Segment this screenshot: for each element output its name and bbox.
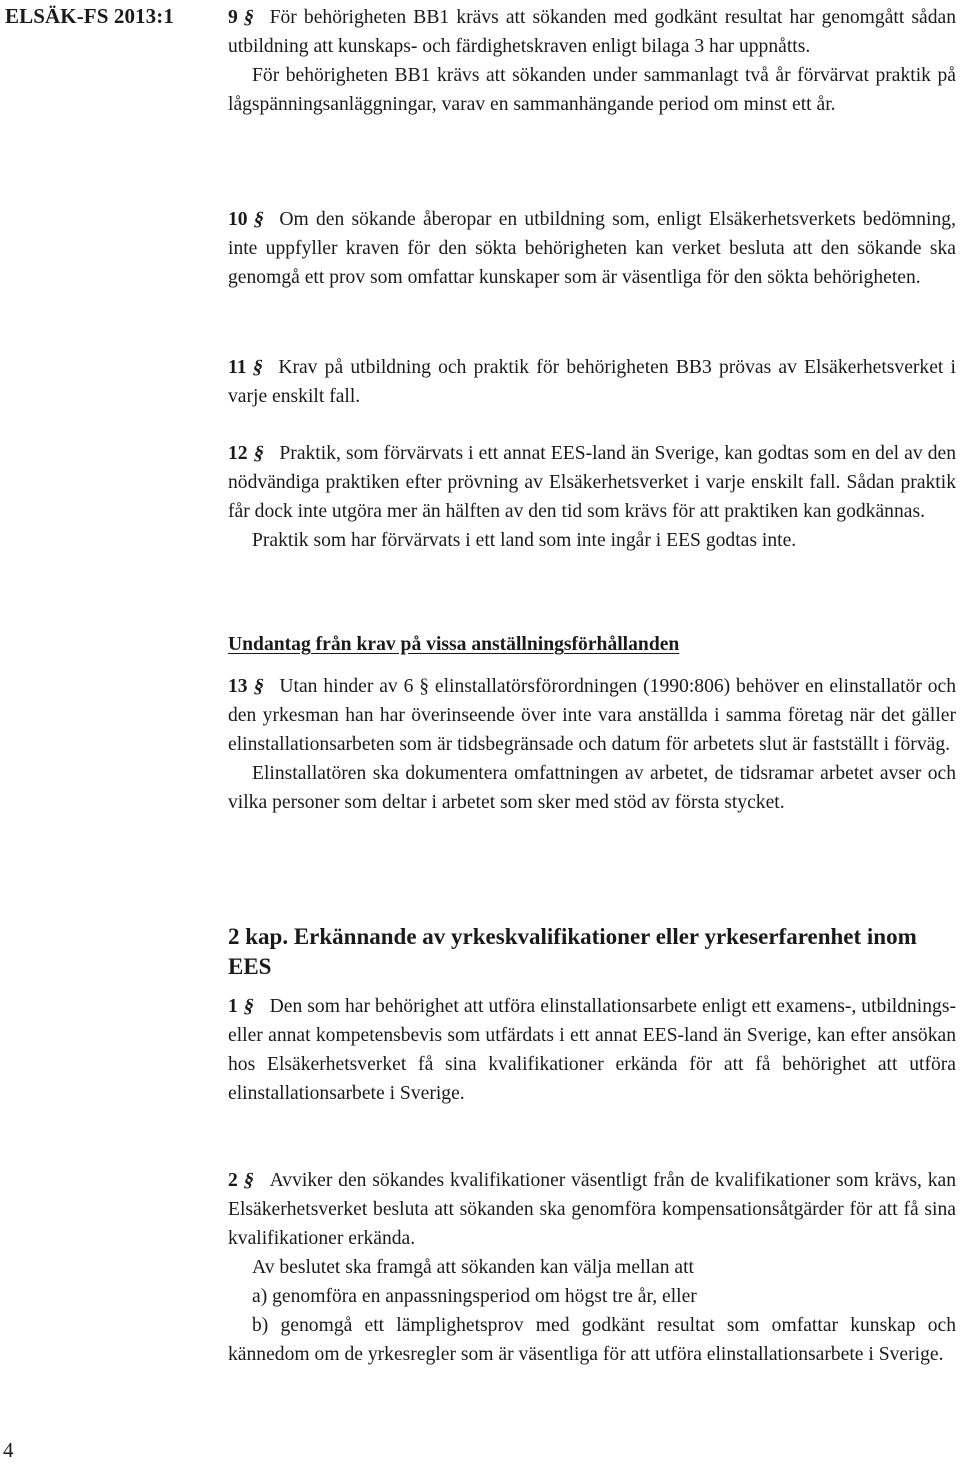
section-symbol: § [251, 209, 266, 230]
paragraph-text: Utan hinder av 6 § elinstallatörsförordningen (1990:806) behöver en elinstallatör och den yrkesman han har överinseende över inte vara anställda i samma företag när det gäller elinstallationsarbeten som är tidsbegränsade och datum för arbetets slut är fastställt i förväg. [228, 676, 956, 755]
section-symbol: § [241, 7, 256, 28]
section-9 [228, 3, 956, 119]
page-number: 4 [3, 1438, 14, 1462]
section-number: 10 [228, 209, 248, 230]
section-13-paragraph-1 [228, 672, 956, 759]
section-symbol: § [251, 443, 266, 464]
section-10-paragraph-1 [228, 205, 956, 292]
section-13 [228, 672, 956, 817]
list-item-a: a) genomföra en anpassningsperiod om högst tre år, eller [252, 1286, 697, 1307]
paragraph-text: Om den sökande åberopar en utbildning som, enligt Elsäkerhetsverkets bedömning, inte uppfyller kraven för den sökta behörigheten kan verket besluta att den sökande ska genomgå ett prov som omfattar kunskaper som är väsentliga för den sökta behörigheten. [228, 209, 956, 288]
chapter-heading [228, 922, 956, 982]
section-12-paragraph-2: Praktik som har förvärvats i ett land som inte ingår i EES godtas inte. [252, 530, 797, 551]
paragraph-text: Praktik, som förvärvats i ett annat EES-land än Sverige, kan godtas som en del av den nödvändiga praktiken efter prövning av Elsäkerhetsverket i varje enskilt fall. Sådan praktik får dock inte utgöra mer än hälften av den tid som krävs för att praktiken kan godkännas. [228, 443, 956, 522]
section-11-paragraph-1 [228, 353, 956, 411]
chapter-2-section-2-paragraph-1 [228, 1166, 956, 1253]
section-10 [228, 205, 956, 292]
section-number: 12 [228, 443, 248, 464]
paragraph-text: Krav på utbildning och praktik för behörigheten BB3 prövas av Elsäkerhetsverket i varje enskilt fall. [228, 357, 956, 407]
chapter-2-section-2 [228, 1166, 956, 1369]
section-symbol: § [241, 996, 256, 1017]
section-symbol: § [251, 676, 266, 697]
list-item-b: b) genomgå ett lämplighetsprov med godkänt resultat som omfattar kunskap och kännedom om de yrkesregler som är väsentliga för att utföra elinstallationsarbete i Sverige. [228, 1315, 956, 1365]
section-number: 13 [228, 676, 248, 697]
section-12-paragraph-1 [228, 439, 956, 526]
section-symbol: § [250, 357, 265, 378]
paragraph-text: Avviker den sökandes kvalifikationer väsentligt från de kvalifikationer som krävs, kan Elsäkerhetsverket besluta att sökanden ska genomföra kompensationsåtgärder för att få sina kvalifikationer erkända. [228, 1170, 956, 1249]
chapter-title: Erkännande av yrkeskvalifikationer eller yrkeserfarenhet inom EES [228, 924, 917, 979]
section-number: 1 [228, 996, 238, 1017]
section-9-paragraph-2: För behörigheten BB1 krävs att sökanden under sammanlagt två år förvärvat praktik på lågspänningsanläggningar, varav en sammanhängande period om minst ett år. [228, 65, 956, 115]
paragraph-text: Den som har behörighet att utföra elinstallationsarbete enligt ett examens-, utbildnings- eller annat kompetensbevis som utfärdats i ett annat EES-land än Sverige, kan efter ansökan hos Elsäkerhetsverket få sina kvalifikationer erkända för att få behörighet att utföra elinstallationsarbete i Sverige. [228, 996, 956, 1104]
section-12 [228, 439, 956, 555]
subheading: Undantag från krav på vissa anställningsförhållanden [228, 634, 680, 655]
section-9-paragraph-1 [228, 3, 956, 61]
section-number: 2 [228, 1170, 238, 1191]
section-13-paragraph-2: Elinstallatören ska dokumentera omfattningen av arbetet, de tidsramar arbetet avser och vilka personer som deltar i arbetet som sker med stöd av första stycket. [228, 763, 956, 813]
chapter-number: 2 kap. [228, 924, 289, 949]
chapter-2-section-2-paragraph-2: Av beslutet ska framgå att sökanden kan välja mellan att [252, 1257, 694, 1278]
chapter-2-section-1-paragraph-1 [228, 992, 956, 1108]
document-series-label: ELSÄK-FS 2013:1 [5, 4, 174, 28]
chapter-2-section-1 [228, 992, 956, 1108]
section-11 [228, 353, 956, 411]
paragraph-text: För behörigheten BB1 krävs att sökanden med godkänt resultat har genomgått sådan utbildning att kunskaps- och färdighetskraven enligt bilaga 3 har uppnåtts. [228, 7, 956, 57]
section-number: 9 [228, 7, 238, 28]
section-symbol: § [241, 1170, 256, 1191]
section-number: 11 [228, 357, 247, 378]
